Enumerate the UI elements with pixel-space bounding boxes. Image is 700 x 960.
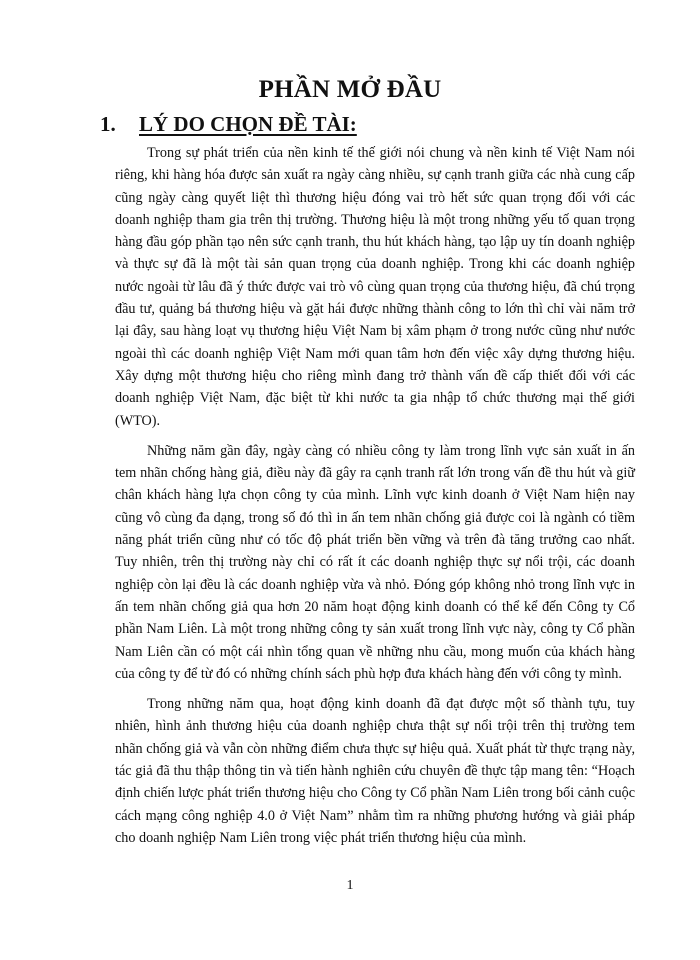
section-heading	[100, 112, 357, 137]
paragraph-1: Trong sự phát triển của nền kinh tế thế giới nói chung và nền kinh tế Việt Nam nói riêng, khi hàng hóa được sản xuất ra ngày càng nhiều, sự cạnh tranh giữa các nhà cung cấp cũng ngày càng quyết liệt thì thương hiệu đóng vai trò hết sức quan trọng đối với các doanh nghiệp tham gia trên thị trường. Thương hiệu là một trong những yếu tố quan trọng hàng đầu góp phần tạo nên sức cạnh tranh, thu hút khách hàng, tạo lập uy tín doanh nghiệp và thực sự đã là một tài sản quan trọng của doanh nghiệp. Trong khi các doanh nghiệp nước ngoài từ lâu đã ý thức được vai trò vô cùng quan trọng của thương hiệu, đã chú trọng đầu tư, quảng bá thương hiệu và gặt hái được những thành công to lớn thì chỉ vài năm trở lại đây, sau hàng loạt vụ thương hiệu Việt Nam bị xâm phạm ở trong nước cũng như nước ngoài thì các doanh nghiệp Việt Nam mới quan tâm hơn đến việc xây dựng thương hiệu. Xây dựng một thương hiệu cho riêng mình đang trở thành vấn đề cấp thiết đối với các doanh nghiệp Việt Nam, đặc biệt từ khi nước ta gia nhập tổ chức thương mại thế giới (WTO).	[115, 145, 635, 429]
body-text	[115, 142, 635, 857]
paragraph-3: Trong những năm qua, hoạt động kinh doanh đã đạt được một số thành tựu, tuy nhiên, hình ảnh thương hiệu của doanh nghiệp chưa thật sự nổi trội trên thị trường tem nhãn chống giả và vẫn còn những điểm chưa thực sự hiệu quả. Xuất phát từ thực trạng này, tác giả đã thu thập thông tin và tiến hành nghiên cứu chuyên đề thực tập mang tên: “Hoạch định chiến lược phát triển thương hiệu cho Công ty Cổ phần Nam Liên trong bối cảnh cuộc cách mạng công nghiệp 4.0 ở Việt Nam” nhằm tìm ra những phương hướng và giải pháp cho doanh nghiệp Nam Liên trong việc phát triển thương hiệu của mình.	[115, 696, 635, 846]
section-heading-text: LÝ DO CHỌN ĐỀ TÀI:	[139, 112, 357, 136]
page-title: PHẦN MỞ ĐẦU	[258, 76, 442, 103]
paragraph-2: Những năm gần đây, ngày càng có nhiều công ty làm trong lĩnh vực sản xuất in ấn tem nhãn chống hàng giả, điều này đã gây ra cạnh tranh rất lớn trong vấn đề thu hút và giữ chân khách hàng lựa chọn công ty của mình. Lĩnh vực kinh doanh ở Việt Nam hiện nay cũng vô cùng đa dạng, trong số đó thì in ấn tem nhãn chống giả được coi là ngành có tiềm năng phát triển cũng như có tốc độ phát triển bền vững và trên đà tăng trưởng cao nhất. Tuy nhiên, trên thị trường này chỉ có rất ít các doanh nghiệp thực sự nổi trội, các doanh nghiệp còn lại đều là các doanh nghiệp vừa và nhỏ. Đóng góp không nhỏ trong lĩnh vực in ấn tem nhãn chống giả qua hơn 20 năm hoạt động kinh doanh có thể kể đến Công ty Cổ phần Nam Liên. Là một trong những công ty sản xuất trong lĩnh vực này, công ty Cổ phần Nam Liên cần có một cái nhìn tổng quan về những nhu cầu, mong muốn của khách hàng của công ty để từ đó có những chính sách phù hợp đưa khách hàng đến với công ty mình.	[115, 442, 635, 682]
section-number: 1.	[100, 112, 116, 136]
page-number: 1	[346, 878, 354, 893]
